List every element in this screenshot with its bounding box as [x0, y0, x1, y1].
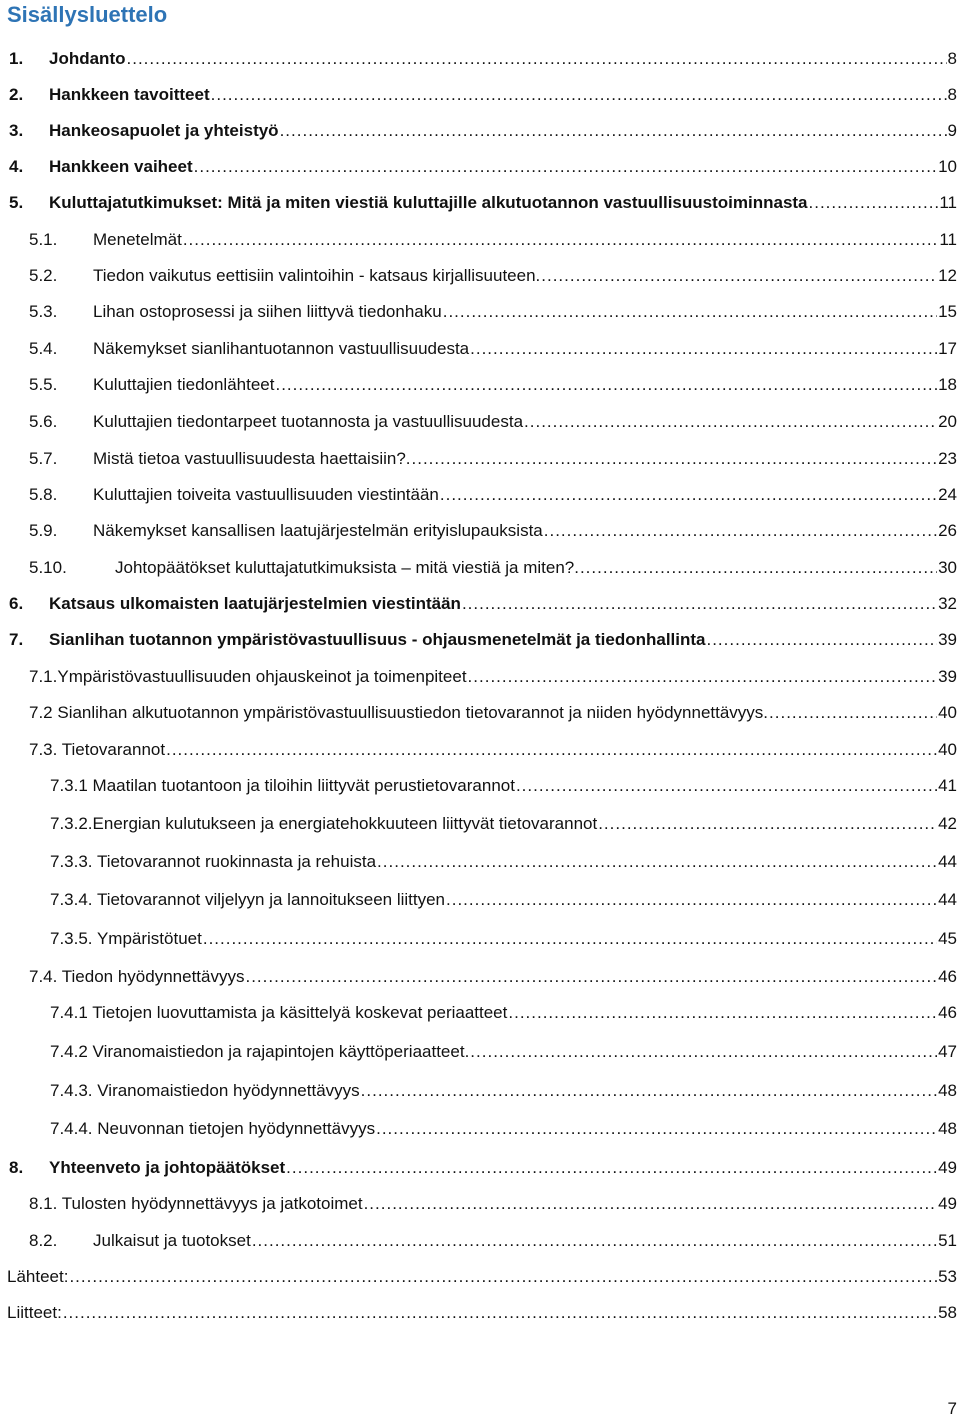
toc-entry-page: 18 — [938, 375, 957, 394]
toc-entry-page: 10 — [938, 157, 957, 176]
toc-entry-number: 1. — [9, 49, 24, 68]
toc-entry-title: 7.3.2.Energian kulutukseen ja energiatehokkuuteen liittyvät tietovarannot — [50, 814, 598, 833]
toc-entry-title: Kuluttajatutkimukset: Mitä ja miten viestiä kuluttajille alkutuotannon vastuullisuustoiminnasta — [49, 193, 808, 212]
toc-entry-title: Lähteet: — [7, 1267, 69, 1286]
toc-entry-page: 45 — [938, 929, 957, 948]
toc-entry-title: Näkemykset sianlihantuotannon vastuullisuudesta — [93, 339, 470, 358]
toc-entry-number: 5.5. — [29, 375, 58, 394]
dot-leader — [544, 518, 937, 544]
toc-entry[interactable] — [0, 591, 960, 617]
toc-entry-page: 12 — [938, 266, 957, 285]
toc-entry-title: Lihan ostoprosessi ja siihen liittyvä tiedonhaku — [93, 302, 442, 321]
dot-leader — [280, 118, 947, 144]
toc-entry-page: 49 — [938, 1158, 957, 1177]
toc-entry[interactable] — [0, 926, 960, 952]
toc-entry[interactable] — [0, 1300, 960, 1326]
toc-entry-number: 4. — [9, 157, 24, 176]
dot-leader — [541, 263, 937, 289]
toc-entry[interactable] — [0, 446, 960, 472]
dot-leader — [443, 299, 937, 325]
toc-entry-title: 7.2 Sianlihan alkutuotannon ympäristövastuullisuustiedon tietovarannot ja niiden hyödynnettävyys. — [29, 703, 769, 722]
toc-entry-page: 41 — [938, 776, 957, 795]
dot-leader — [286, 1155, 937, 1181]
dot-leader — [69, 1264, 937, 1290]
toc-entry-page: 32 — [938, 594, 957, 613]
toc-entry[interactable] — [0, 1191, 960, 1217]
dot-leader — [516, 773, 937, 799]
toc-entry-number: 5.1. — [29, 230, 58, 249]
toc-entry-title: Mistä tietoa vastuullisuudesta haettaisiin?. — [93, 449, 411, 468]
dot-leader — [769, 700, 937, 726]
toc-entry[interactable] — [0, 227, 960, 253]
toc-entry-page: 30 — [938, 558, 957, 577]
toc-entry-page: 15 — [938, 302, 957, 321]
toc-entry-page: 46 — [938, 967, 957, 986]
toc-entry-number: 5.4. — [29, 339, 58, 358]
toc-entry[interactable] — [0, 518, 960, 544]
dot-leader — [524, 409, 937, 435]
toc-entry[interactable] — [0, 700, 960, 726]
toc-entry-title: Näkemykset kansallisen laatujärjestelmän erityislupauksista — [93, 521, 543, 540]
toc-entry-title: 7.4.1 Tietojen luovuttamista ja käsittelyä koskevat periaatteet — [50, 1003, 508, 1022]
toc-entry-page: 20 — [938, 412, 957, 431]
toc-entry[interactable] — [0, 1264, 960, 1290]
dot-leader — [127, 46, 947, 72]
toc-entry-number: 6. — [9, 594, 24, 613]
toc-entry-page: 40 — [938, 703, 957, 722]
toc-entry[interactable] — [0, 1116, 960, 1142]
toc-entry[interactable] — [0, 737, 960, 763]
dot-leader — [809, 190, 939, 216]
toc-entry-number: 8. — [9, 1158, 24, 1177]
toc-entry-number: 8.2. — [29, 1231, 58, 1250]
toc-entry-page: 53 — [938, 1267, 957, 1286]
toc-entry-number: 3. — [9, 121, 24, 140]
toc-entry[interactable] — [0, 811, 960, 837]
toc-title: Sisällysluettelo — [7, 2, 168, 27]
toc-entry-page: 46 — [938, 1003, 957, 1022]
toc-entry-number: 5.9. — [29, 521, 58, 540]
toc-entry-title: 7.4.2 Viranomaistiedon ja rajapintojen käyttöperiaatteet. — [50, 1042, 470, 1061]
toc-entry[interactable] — [0, 887, 960, 913]
dot-leader — [203, 926, 937, 952]
toc-entry-title: Tiedon vaikutus eettisiin valintoihin - katsaus kirjallisuuteen. — [93, 266, 541, 285]
toc-entry-title: Kuluttajien toiveita vastuullisuuden viestintään — [93, 485, 439, 504]
toc-entry-title: Johtopäätökset kuluttajatutkimuksista – mitä viestiä ja miten?. — [115, 558, 579, 577]
dot-leader — [440, 482, 937, 508]
dot-leader — [275, 372, 937, 398]
toc-entry-page: 48 — [938, 1081, 957, 1100]
toc-entry[interactable] — [0, 82, 960, 108]
toc-entry-title: Sianlihan tuotannon ympäristövastuullisuus - ohjausmenetelmät ja tiedonhallinta — [49, 630, 706, 649]
toc-entry-page: 40 — [938, 740, 957, 759]
dot-leader — [462, 591, 937, 617]
toc-entry-title: Hankkeen vaiheet — [49, 157, 193, 176]
dot-leader — [470, 1039, 937, 1065]
toc-entry[interactable] — [0, 1000, 960, 1026]
toc-entry-title: 7.3.3. Tietovarannot ruokinnasta ja rehuista — [50, 852, 377, 871]
toc-entry-title: 7.4.3. Viranomaistiedon hyödynnettävyys — [50, 1081, 360, 1100]
toc-entry-title: Menetelmät — [93, 230, 182, 249]
toc-entry-page: 11 — [939, 193, 957, 212]
toc-entry[interactable] — [0, 1228, 960, 1254]
dot-leader — [63, 1300, 937, 1326]
toc-entry-title: Katsaus ulkomaisten laatujärjestelmien viestintään — [49, 594, 461, 613]
dot-leader — [245, 964, 937, 990]
toc-entry-number: 5.7. — [29, 449, 58, 468]
toc-entry[interactable] — [0, 336, 960, 362]
toc-entry-title: Julkaisut ja tuotokset — [93, 1231, 251, 1250]
toc-entry-title: Hankeosapuolet ja yhteistyö — [49, 121, 279, 140]
dot-leader — [468, 664, 938, 690]
toc-entry[interactable] — [0, 299, 960, 325]
toc-entry-number: 5.8. — [29, 485, 58, 504]
dot-leader — [508, 1000, 937, 1026]
toc-entry[interactable] — [0, 1039, 960, 1065]
toc-entry-number: 5. — [9, 193, 24, 212]
toc-entry[interactable] — [0, 190, 960, 216]
toc-entry-page: 8 — [947, 85, 957, 104]
dot-leader — [377, 849, 937, 875]
toc-entry[interactable] — [0, 627, 960, 653]
toc-entry-page: 58 — [938, 1303, 957, 1322]
toc-entry-page: 44 — [938, 890, 957, 909]
dot-leader — [598, 811, 937, 837]
toc-entry-title: Liitteet: — [7, 1303, 62, 1322]
toc-entry-number: 5.3. — [29, 302, 58, 321]
toc-entry-title: 7.3.1 Maatilan tuotantoon ja tiloihin liittyvät perustietovarannot — [50, 776, 515, 795]
toc-entry-title: Kuluttajien tiedontarpeet tuotannosta ja vastuullisuudesta — [93, 412, 524, 431]
toc-entry-number: 5.2. — [29, 266, 58, 285]
toc-entry[interactable] — [0, 46, 960, 72]
toc-entry-title: 7.3.4. Tietovarannot viljelyyn ja lannoitukseen liittyen — [50, 890, 446, 909]
dot-leader — [470, 336, 937, 362]
toc-entry[interactable] — [0, 154, 960, 180]
toc-entry-title: 7.1.Ympäristövastuullisuuden ohjauskeinot ja toimenpiteet — [29, 667, 467, 686]
toc-entry[interactable] — [0, 372, 960, 398]
toc-entry-title: 7.4.4. Neuvonnan tietojen hyödynnettävyys — [50, 1119, 376, 1138]
toc-entry[interactable] — [0, 263, 960, 289]
toc-entry-page: 23 — [938, 449, 957, 468]
toc-entry-page: 8 — [947, 49, 957, 68]
toc-entry-page: 9 — [947, 121, 957, 140]
toc-entry-page: 49 — [938, 1194, 957, 1213]
toc-entry[interactable] — [0, 482, 960, 508]
dot-leader — [376, 1116, 937, 1142]
toc-entry[interactable] — [0, 1155, 960, 1181]
dot-leader — [706, 627, 937, 653]
toc-entry-page: 51 — [938, 1231, 957, 1250]
toc-entry[interactable] — [0, 1078, 960, 1104]
toc-entry-page: 47 — [938, 1042, 957, 1061]
toc-entry-page: 26 — [938, 521, 957, 540]
dot-leader — [252, 1228, 937, 1254]
toc-entry[interactable] — [0, 964, 960, 990]
toc-entry-number: 7. — [9, 630, 24, 649]
toc-entry-title: 7.4. Tiedon hyödynnettävyys — [29, 967, 245, 986]
toc-entry-title: Yhteenveto ja johtopäätökset — [49, 1158, 286, 1177]
toc-entry-page: 11 — [939, 230, 957, 249]
toc-entry[interactable] — [0, 555, 960, 581]
toc-entry-page: 42 — [938, 814, 957, 833]
toc-entry-page: 44 — [938, 852, 957, 871]
toc-entry[interactable] — [0, 664, 960, 690]
dot-leader — [183, 227, 939, 253]
page-number: 7 — [947, 1399, 957, 1418]
dot-leader — [412, 446, 938, 472]
dot-leader — [361, 1078, 937, 1104]
toc-entry-title: Kuluttajien tiedonlähteet — [93, 375, 275, 394]
dot-leader — [166, 737, 937, 763]
toc-entry-page: 39 — [938, 630, 957, 649]
toc-entry-page: 17 — [938, 339, 957, 358]
toc-entry-page: 48 — [938, 1119, 957, 1138]
dot-leader — [580, 555, 937, 581]
dot-leader — [364, 1191, 938, 1217]
toc-entry-title: 7.3.5. Ympäristötuet — [50, 929, 202, 948]
toc-entry-title: 7.3. Tietovarannot — [29, 740, 166, 759]
toc-entry-title: Hankkeen tavoitteet — [49, 85, 210, 104]
toc-entry[interactable] — [0, 849, 960, 875]
toc-entry-number: 2. — [9, 85, 24, 104]
toc-entry[interactable] — [0, 118, 960, 144]
toc-entry-title: 8.1. Tulosten hyödynnettävyys ja jatkotoimet — [29, 1194, 363, 1213]
toc-entry-page: 24 — [938, 485, 957, 504]
toc-entry-number: 5.10. — [29, 558, 67, 577]
toc-entry[interactable] — [0, 409, 960, 435]
toc-entry-title: Johdanto — [49, 49, 126, 68]
dot-leader — [194, 154, 937, 180]
dot-leader — [211, 82, 947, 108]
toc-entry-number: 5.6. — [29, 412, 58, 431]
dot-leader — [446, 887, 937, 913]
toc-entry[interactable] — [0, 773, 960, 799]
toc-entry-page: 39 — [938, 667, 957, 686]
